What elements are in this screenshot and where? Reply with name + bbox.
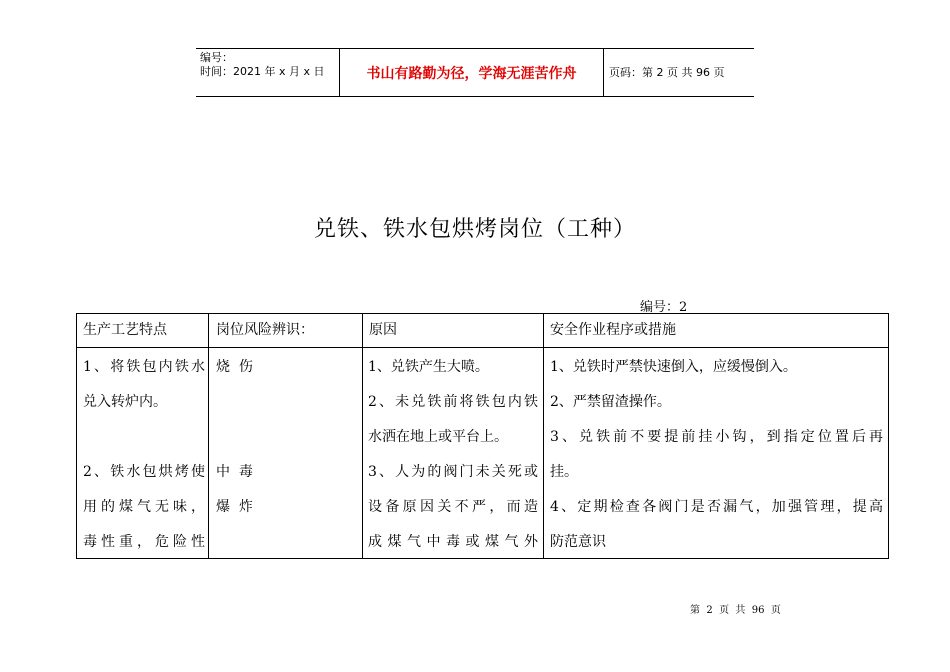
header-page-label: 页码：第 2 页 共 96 页 xyxy=(609,66,725,79)
table-header-rule xyxy=(77,347,888,348)
table-header-process: 生产工艺特点 xyxy=(83,322,167,338)
document-title: 兑铁、铁水包烘烤岗位（工种） xyxy=(313,217,636,242)
risk-line: 中 毒 xyxy=(216,464,253,480)
table-header-measures: 安全作业程序或措施 xyxy=(550,322,676,338)
risk-line xyxy=(216,385,356,420)
table-header-cause: 原因 xyxy=(369,322,397,338)
table-cell-measures xyxy=(550,350,883,560)
risk-table xyxy=(76,313,889,559)
document-code: 编号：2 xyxy=(640,300,688,315)
measure-line: 3、兑铁前不要提前挂小钩，到指定位置后再 xyxy=(550,429,883,445)
process-line: 用的煤气无味， xyxy=(83,499,205,515)
risk-line: 爆 炸 xyxy=(216,499,253,515)
header-number-label: 编号： xyxy=(200,51,233,64)
cause-line: 成煤气中毒或煤气外 xyxy=(368,534,538,550)
header-bottom-rule xyxy=(196,96,754,97)
header-top-rule xyxy=(196,48,754,49)
header-time-label: 时间：2021 年 x 月 x 日 xyxy=(200,65,325,78)
risk-line xyxy=(216,420,356,455)
process-line: 1、将铁包内铁水 xyxy=(83,359,205,375)
table-cell-cause xyxy=(368,350,538,560)
cause-line: 水洒在地上或平台上。 xyxy=(368,429,508,445)
process-line: 兑入转炉内。 xyxy=(83,394,167,410)
cause-line: 3、人为的阀门未关死或 xyxy=(368,464,538,480)
process-line xyxy=(83,420,205,455)
process-line: 毒性重，危险性 xyxy=(83,534,205,550)
header-divider-right xyxy=(603,48,604,96)
measure-line: 挂。 xyxy=(550,464,578,480)
measure-line: 2、严禁留渣操作。 xyxy=(550,394,671,410)
risk-line: 烧 伤 xyxy=(216,359,253,375)
process-line: 2、铁水包烘烤使 xyxy=(83,464,205,480)
measure-line: 防范意识 xyxy=(550,534,606,550)
header-motto: 书山有路勤为径，学海无涯苦作舟 xyxy=(366,66,577,82)
measure-line: 1、兑铁时严禁快速倒入，应缓慢倒入。 xyxy=(550,359,797,375)
table-header-risk: 岗位风险辨识： xyxy=(216,322,314,338)
cause-line: 1、兑铁产生大喷。 xyxy=(368,359,489,375)
cause-line: 设备原因关不严，而造 xyxy=(368,499,538,515)
page-footer: 第 2 页 共 96 页 xyxy=(690,605,781,616)
table-col-divider-3 xyxy=(543,314,544,558)
table-cell-risk xyxy=(216,350,356,525)
table-cell-process xyxy=(83,350,205,560)
cause-line: 2、未兑铁前将铁包内铁 xyxy=(368,394,538,410)
table-col-divider-1 xyxy=(208,314,209,558)
measure-line: 4、定期检查各阀门是否漏气，加强管理，提高 xyxy=(550,499,883,515)
table-col-divider-2 xyxy=(362,314,363,558)
